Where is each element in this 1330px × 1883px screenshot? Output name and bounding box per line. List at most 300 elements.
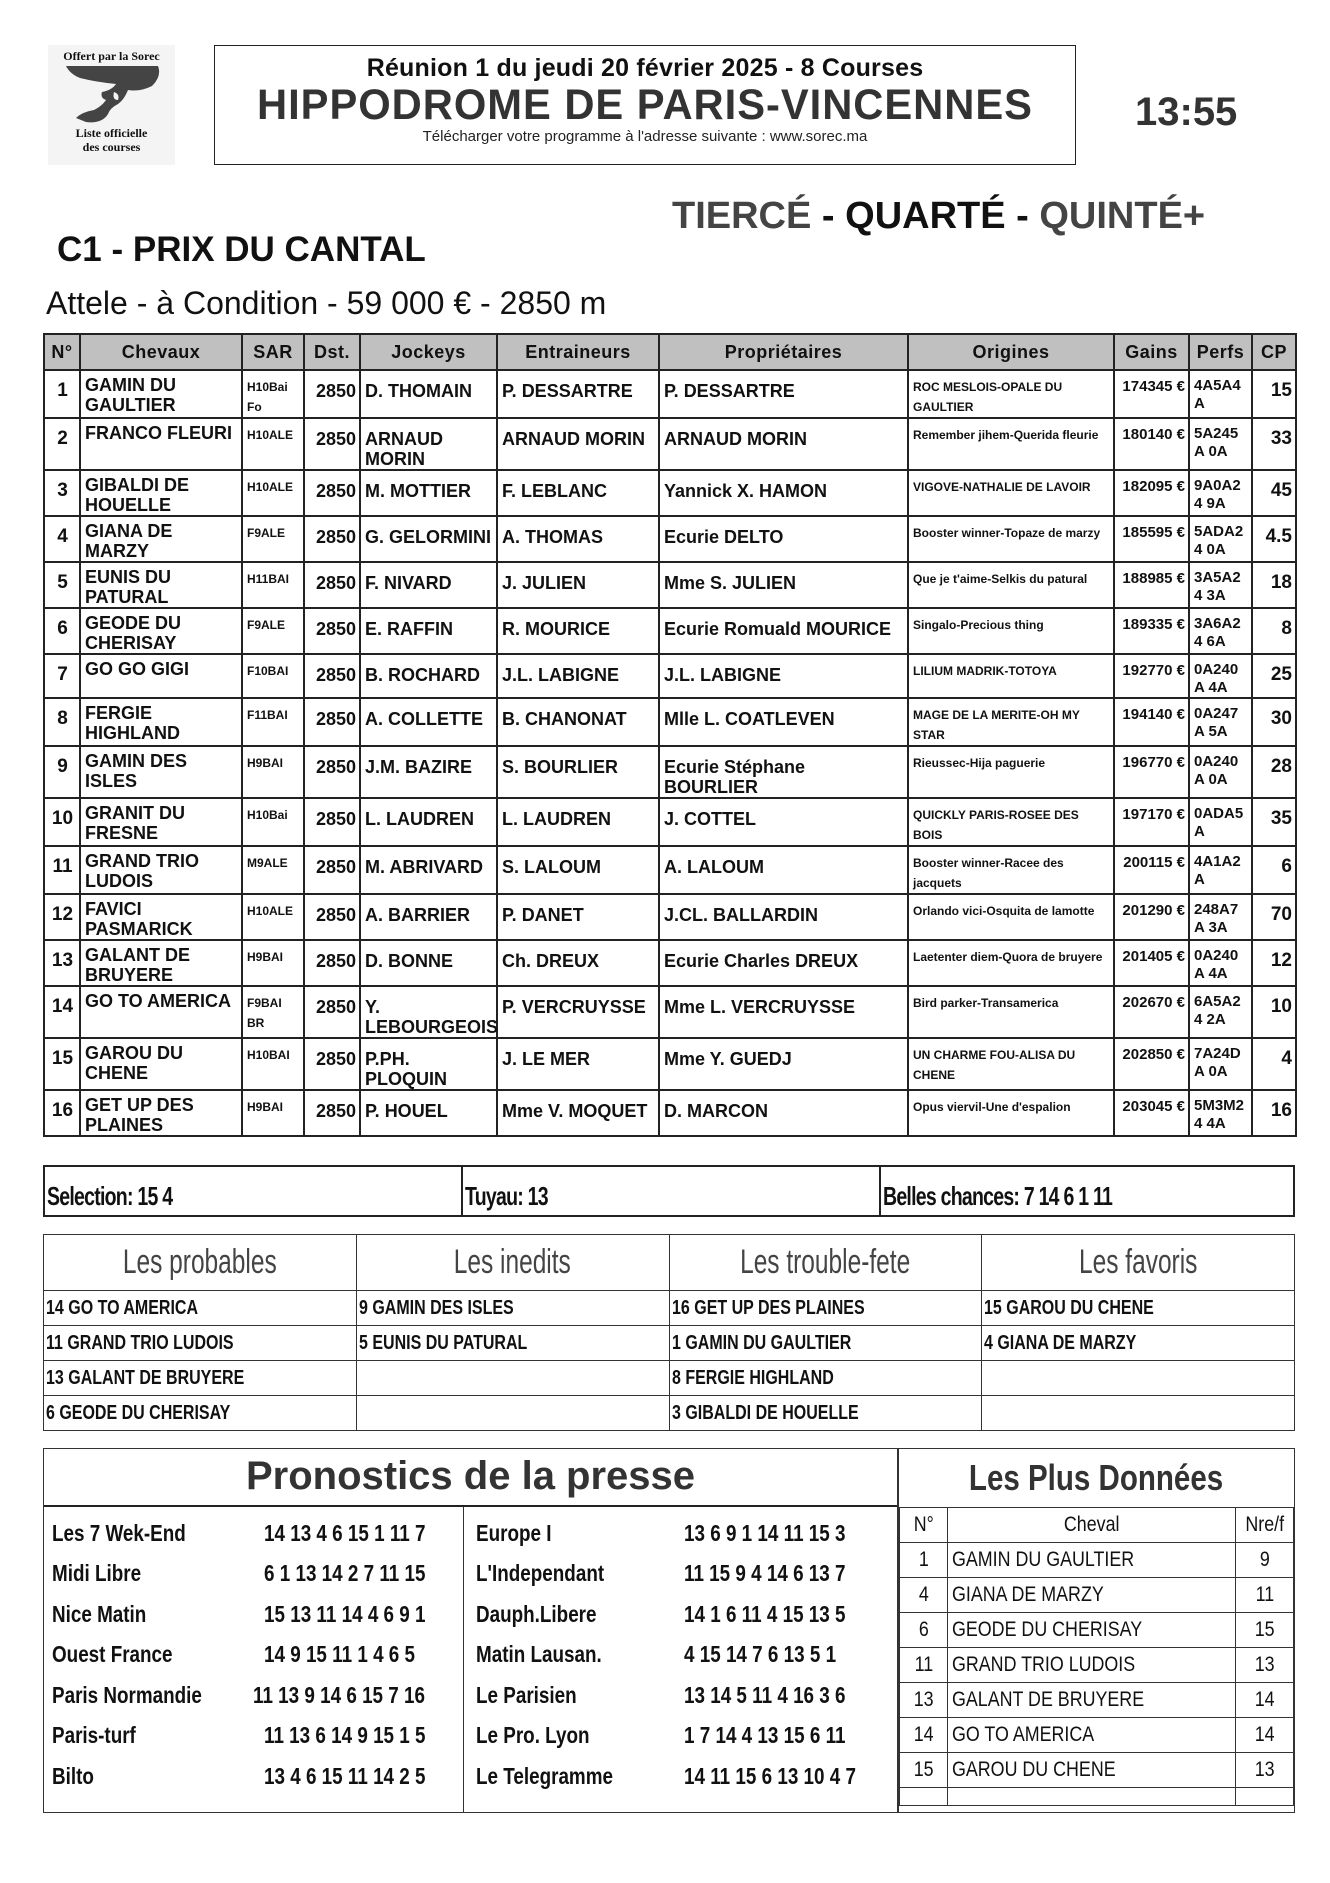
horse-name: EUNIS DU PATURAL (80, 562, 242, 608)
col-sar: SAR (242, 334, 304, 370)
owner-name: P. DESSARTRE (659, 370, 908, 418)
cat-inedits-item (356, 1361, 669, 1396)
runner-perfs: 6A5A24 2A (1189, 986, 1252, 1038)
cat-favoris-item (982, 1396, 1295, 1431)
jockey-name: M. ABRIVARD (360, 846, 497, 894)
owner-name: A. LALOUM (659, 846, 908, 894)
press-source: Le Telegramme (476, 1762, 613, 1789)
trainer-name: B. CHANONAT (497, 698, 659, 746)
press-picks: 15 13 11 14 4 6 9 1 (264, 1600, 426, 1627)
press-picks: 13 14 5 11 4 16 3 6 (684, 1681, 846, 1708)
runner-cp: 45 (1252, 470, 1296, 516)
runner-distance: 2850 (304, 798, 360, 846)
most-given-horse: GAROU DU CHENE (948, 1753, 1236, 1788)
runner-distance: 2850 (304, 370, 360, 418)
col-trainers: Entraineurs (497, 334, 659, 370)
runner-origins: Rieussec-Hija paguerie (908, 746, 1114, 798)
cat-inedits-item: 5 EUNIS DU PATURAL (356, 1326, 669, 1361)
runner-cp: 8 (1252, 608, 1296, 654)
col-jockeys: Jockeys (360, 334, 497, 370)
runner-distance: 2850 (304, 418, 360, 470)
blank-cell (900, 1788, 948, 1806)
press-picks: 13 6 9 1 14 11 15 3 (684, 1519, 846, 1546)
press-row (44, 1756, 463, 1797)
selection-box (43, 1165, 1295, 1217)
trainer-name: F. LEBLANC (497, 470, 659, 516)
cat-trouble-fete-header: Les trouble-fete (669, 1235, 982, 1291)
runner-cp: 18 (1252, 562, 1296, 608)
most-given-count: 13 (1236, 1648, 1294, 1683)
jockey-name: D. THOMAIN (360, 370, 497, 418)
cat-probables-header: Les probables (44, 1235, 357, 1291)
runner-distance: 2850 (304, 608, 360, 654)
runner-perfs: 0A240A 0A (1189, 746, 1252, 798)
runner-number: 2 (44, 418, 80, 470)
runner-sar: H10ALE (242, 894, 304, 940)
runner-cp: 12 (1252, 940, 1296, 986)
runner-number: 3 (44, 470, 80, 516)
press-source: Nice Matin (52, 1600, 147, 1627)
horse-head-icon (62, 64, 162, 126)
most-given-count: 15 (1236, 1613, 1294, 1648)
most-given-number: 11 (900, 1648, 948, 1683)
runner-sar: F9ALE (242, 608, 304, 654)
categories-table (43, 1234, 1295, 1431)
cat-favoris-header: Les favoris (982, 1235, 1295, 1291)
runner-gains: 201405 € (1114, 940, 1189, 986)
runner-origins: LILIUM MADRIK-TOTOYA (908, 654, 1114, 698)
most-given-count: 11 (1236, 1578, 1294, 1613)
trainer-name: P. VERCRUYSSE (497, 986, 659, 1038)
runner-number: 7 (44, 654, 80, 698)
press-picks: 1 7 14 4 13 15 6 11 (684, 1722, 846, 1749)
press-source: L'Independant (476, 1560, 605, 1587)
trainer-name: Mme V. MOQUET (497, 1090, 659, 1136)
owner-name: Mme L. VERCRUYSSE (659, 986, 908, 1038)
trainer-name: P. DESSARTRE (497, 370, 659, 418)
col-owners: Propriétaires (659, 334, 908, 370)
runner-perfs: 0A240A 4A (1189, 654, 1252, 698)
trainer-name: L. LAUDREN (497, 798, 659, 846)
horse-name: FERGIE HIGHLAND (80, 698, 242, 746)
categories-row (44, 1291, 1295, 1326)
jockey-name: G. GELORMINI (360, 516, 497, 562)
runner-origins: Singalo-Precious thing (908, 608, 1114, 654)
runner-distance: 2850 (304, 470, 360, 516)
tuyau-cell (463, 1167, 881, 1215)
logo-bottom-text-2: des courses (82, 140, 141, 154)
cat-trouble-fete-item: 16 GET UP DES PLAINES (669, 1291, 982, 1326)
runner-sar: H9BAI (242, 1090, 304, 1136)
owner-name: Ecurie DELTO (659, 516, 908, 562)
press-row (44, 1635, 463, 1676)
press-row (44, 1675, 463, 1716)
logo-bottom-text-1: Liste officielle (75, 126, 148, 140)
most-given-row (900, 1613, 1294, 1648)
most-given-horse: GRAND TRIO LUDOIS (948, 1648, 1236, 1683)
jockey-name: D. BONNE (360, 940, 497, 986)
runner-perfs: 4A1A2A (1189, 846, 1252, 894)
col-number: N° (44, 334, 80, 370)
runner-perfs: 4A5A4A (1189, 370, 1252, 418)
horse-name: GAMIN DES ISLES (80, 746, 242, 798)
most-given-row (900, 1578, 1294, 1613)
horse-name: GAMIN DU GAULTIER (80, 370, 242, 418)
runner-number: 8 (44, 698, 80, 746)
cat-inedits-header: Les inedits (356, 1235, 669, 1291)
runner-gains: 202850 € (1114, 1038, 1189, 1090)
runner-row (44, 698, 1296, 746)
most-given-blank-row (900, 1788, 1294, 1806)
runner-number: 1 (44, 370, 80, 418)
runner-perfs: 0ADA5A (1189, 798, 1252, 846)
horse-name: GRANIT DU FRESNE (80, 798, 242, 846)
press-column-right (464, 1507, 897, 1812)
runner-number: 5 (44, 562, 80, 608)
jockey-name: B. ROCHARD (360, 654, 497, 698)
jockey-name: M. MOTTIER (360, 470, 497, 516)
tuyau-text: Tuyau: 13 (465, 1181, 548, 1211)
press-picks: 11 13 9 14 6 15 7 16 (253, 1681, 426, 1708)
col-perfs: Perfs (1189, 334, 1252, 370)
col-gains: Gains (1114, 334, 1189, 370)
trainer-name: P. DANET (497, 894, 659, 940)
jockey-name: L. LAUDREN (360, 798, 497, 846)
press-row (464, 1716, 897, 1757)
most-given-row (900, 1543, 1294, 1578)
runner-gains: 202670 € (1114, 986, 1189, 1038)
runner-row (44, 562, 1296, 608)
categories-row (44, 1396, 1295, 1431)
runner-row (44, 418, 1296, 470)
categories-row (44, 1361, 1295, 1396)
horse-name: GAROU DU CHENE (80, 1038, 242, 1090)
categories-header-row (44, 1235, 1295, 1291)
cat-probables-item: 11 GRAND TRIO LUDOIS (44, 1326, 357, 1361)
most-given-count: 14 (1236, 1683, 1294, 1718)
runner-sar: H9BAI (242, 746, 304, 798)
runner-row (44, 516, 1296, 562)
runner-number: 11 (44, 846, 80, 894)
runner-number: 13 (44, 940, 80, 986)
runner-perfs: 3A6A24 6A (1189, 608, 1252, 654)
horse-name: FAVICI PASMARICK (80, 894, 242, 940)
runner-sar: F11BAI (242, 698, 304, 746)
owner-name: Ecurie Stéphane BOURLIER (659, 746, 908, 798)
runner-gains: 185595 € (1114, 516, 1189, 562)
bet-sep: - (811, 195, 846, 237)
cat-favoris-item (982, 1361, 1295, 1396)
cat-probables-item: 6 GEODE DU CHERISAY (44, 1396, 357, 1431)
belles-chances-cell (881, 1167, 1293, 1215)
press-picks: 14 1 6 11 4 15 13 5 (684, 1600, 846, 1627)
runner-gains: 188985 € (1114, 562, 1189, 608)
runner-distance: 2850 (304, 1038, 360, 1090)
runner-row (44, 894, 1296, 940)
most-given-number: 4 (900, 1578, 948, 1613)
race-conditions: Attele - à Condition - 59 000 € - 2850 m (46, 285, 607, 321)
runner-gains: 196770 € (1114, 746, 1189, 798)
press-picks: 11 15 9 4 14 6 13 7 (684, 1560, 846, 1587)
runner-perfs: 7A24DA 0A (1189, 1038, 1252, 1090)
runner-number: 12 (44, 894, 80, 940)
most-given-box (898, 1448, 1295, 1813)
runner-row (44, 1090, 1296, 1136)
jockey-name: F. NIVARD (360, 562, 497, 608)
runner-sar: H10Bai (242, 798, 304, 846)
most-given-count: 14 (1236, 1718, 1294, 1753)
owner-name: Mme S. JULIEN (659, 562, 908, 608)
runner-gains: 174345 € (1114, 370, 1189, 418)
most-given-row (900, 1683, 1294, 1718)
horse-name: FRANCO FLEURI (80, 418, 242, 470)
press-source: Les 7 Wek-End (52, 1519, 186, 1546)
runner-cp: 4.5 (1252, 516, 1296, 562)
press-row (44, 1554, 463, 1595)
runner-row (44, 370, 1296, 418)
runner-distance: 2850 (304, 940, 360, 986)
runner-origins: Opus viervil-Une d'espalion (908, 1090, 1114, 1136)
runner-cp: 70 (1252, 894, 1296, 940)
runner-perfs: 5ADA24 0A (1189, 516, 1252, 562)
runner-gains: 203045 € (1114, 1090, 1189, 1136)
press-source: Europe I (476, 1519, 552, 1546)
runner-origins: Orlando vici-Osquita de lamotte (908, 894, 1114, 940)
jockey-name: E. RAFFIN (360, 608, 497, 654)
trainer-name: ARNAUD MORIN (497, 418, 659, 470)
most-given-table (899, 1507, 1294, 1806)
trainer-name: J. JULIEN (497, 562, 659, 608)
runner-row (44, 846, 1296, 894)
runner-gains: 180140 € (1114, 418, 1189, 470)
press-row (464, 1594, 897, 1635)
runner-number: 6 (44, 608, 80, 654)
press-picks: 13 4 6 15 11 14 2 5 (264, 1762, 426, 1789)
most-given-number: 15 (900, 1753, 948, 1788)
jockey-name: P. HOUEL (360, 1090, 497, 1136)
runner-origins: Que je t'aime-Selkis du patural (908, 562, 1114, 608)
venue-title: HIPPODROME DE PARIS-VINCENNES (257, 81, 1033, 129)
runner-number: 15 (44, 1038, 80, 1090)
owner-name: J.CL. BALLARDIN (659, 894, 908, 940)
runner-gains: 197170 € (1114, 798, 1189, 846)
most-given-number: 6 (900, 1613, 948, 1648)
runner-gains: 189335 € (1114, 608, 1189, 654)
runner-origins: Remember jihem-Querida fleurie (908, 418, 1114, 470)
runner-distance: 2850 (304, 746, 360, 798)
cat-trouble-fete-item: 8 FERGIE HIGHLAND (669, 1361, 982, 1396)
runner-perfs: 5A245A 0A (1189, 418, 1252, 470)
runner-origins: ROC MESLOIS-OPALE DU GAULTIER (908, 370, 1114, 418)
press-source: Le Pro. Lyon (476, 1722, 590, 1749)
runner-row (44, 940, 1296, 986)
sorec-logo (48, 45, 175, 165)
press-title: Pronostics de la presse (44, 1449, 897, 1507)
runner-perfs: 0A240A 4A (1189, 940, 1252, 986)
runner-row (44, 1038, 1296, 1090)
col-number: N° (900, 1508, 948, 1543)
press-source: Le Parisien (476, 1681, 577, 1708)
runner-perfs: 0A247A 5A (1189, 698, 1252, 746)
runner-origins: VIGOVE-NATHALIE DE LAVOIR (908, 470, 1114, 516)
col-horse: Cheval (948, 1508, 1236, 1543)
press-source: Ouest France (52, 1641, 173, 1668)
runners-header-row (44, 334, 1296, 370)
owner-name: Yannick X. HAMON (659, 470, 908, 516)
owner-name: Ecurie Romuald MOURICE (659, 608, 908, 654)
jockey-name: Y. LEBOURGEOIS (360, 986, 497, 1038)
most-given-horse: GEODE DU CHERISAY (948, 1613, 1236, 1648)
cat-inedits-item: 9 GAMIN DES ISLES (356, 1291, 669, 1326)
runner-gains: 200115 € (1114, 846, 1189, 894)
runner-sar: M9ALE (242, 846, 304, 894)
owner-name: Mme Y. GUEDJ (659, 1038, 908, 1090)
race-title: C1 - PRIX DU CANTAL (57, 230, 426, 269)
meeting-info: Réunion 1 du jeudi 20 février 2025 - 8 Courses (366, 54, 924, 82)
runner-distance: 2850 (304, 698, 360, 746)
runner-cp: 35 (1252, 798, 1296, 846)
most-given-row (900, 1648, 1294, 1683)
runner-cp: 25 (1252, 654, 1296, 698)
most-given-horse: GO TO AMERICA (948, 1718, 1236, 1753)
jockey-name: A. COLLETTE (360, 698, 497, 746)
cat-probables-item: 13 GALANT DE BRUYERE (44, 1361, 357, 1396)
col-distance: Dst. (304, 334, 360, 370)
runner-sar: H10ALE (242, 470, 304, 516)
blank-cell (948, 1788, 1236, 1806)
trainer-name: J. LE MER (497, 1038, 659, 1090)
runner-distance: 2850 (304, 986, 360, 1038)
most-given-horse: GALANT DE BRUYERE (948, 1683, 1236, 1718)
runner-sar: H11BAI (242, 562, 304, 608)
runner-number: 14 (44, 986, 80, 1038)
cat-trouble-fete-item: 1 GAMIN DU GAULTIER (669, 1326, 982, 1361)
most-given-row (900, 1753, 1294, 1788)
press-picks: 6 1 13 14 2 7 11 15 (264, 1560, 426, 1587)
bet-sep: - (1005, 195, 1040, 237)
press-picks: 4 15 14 7 6 13 5 1 (684, 1641, 837, 1668)
jockey-name: ARNAUD MORIN (360, 418, 497, 470)
most-given-number: 13 (900, 1683, 948, 1718)
most-given-horse: GAMIN DU GAULTIER (948, 1543, 1236, 1578)
most-given-count: 9 (1236, 1543, 1294, 1578)
most-given-row (900, 1718, 1294, 1753)
most-given-number: 1 (900, 1543, 948, 1578)
cat-probables-item: 14 GO TO AMERICA (44, 1291, 357, 1326)
runner-cp: 16 (1252, 1090, 1296, 1136)
runner-distance: 2850 (304, 846, 360, 894)
runner-gains: 182095 € (1114, 470, 1189, 516)
runner-row (44, 798, 1296, 846)
runner-cp: 10 (1252, 986, 1296, 1038)
horse-name: GO TO AMERICA (80, 986, 242, 1038)
press-row (44, 1716, 463, 1757)
trainer-name: S. LALOUM (497, 846, 659, 894)
runner-distance: 2850 (304, 562, 360, 608)
runner-sar: F9BAI BR (242, 986, 304, 1038)
runner-origins: Booster winner-Topaze de marzy (908, 516, 1114, 562)
runner-perfs: 9A0A24 9A (1189, 470, 1252, 516)
runner-distance: 2850 (304, 1090, 360, 1136)
runner-sar: F9ALE (242, 516, 304, 562)
press-column-left (44, 1507, 464, 1812)
press-row (44, 1594, 463, 1635)
press-row (464, 1675, 897, 1716)
runner-distance: 2850 (304, 894, 360, 940)
press-picks: 14 9 15 11 1 4 6 5 (264, 1641, 416, 1668)
most-given-number: 14 (900, 1718, 948, 1753)
press-source: Dauph.Libere (476, 1600, 597, 1627)
owner-name: ARNAUD MORIN (659, 418, 908, 470)
runner-origins: UN CHARME FOU-ALISA DU CHENE (908, 1038, 1114, 1090)
col-origins: Origines (908, 334, 1114, 370)
runner-perfs: 5M3M24 4A (1189, 1090, 1252, 1136)
runner-row (44, 654, 1296, 698)
bet-quinte: QUINTÉ+ (1039, 195, 1206, 237)
belles-chances-text: Belles chances: 7 14 6 1 11 (883, 1181, 1113, 1211)
runner-row (44, 746, 1296, 798)
bet-quarte: QUARTÉ (845, 195, 1006, 237)
runner-origins: Laetenter diem-Quora de bruyere (908, 940, 1114, 986)
runner-perfs: 248A7A 3A (1189, 894, 1252, 940)
runner-number: 16 (44, 1090, 80, 1136)
runner-sar: H10BAI (242, 1038, 304, 1090)
runner-sar: F10BAI (242, 654, 304, 698)
runner-origins: Booster winner-Racee des jacquets (908, 846, 1114, 894)
horse-name: GRAND TRIO LUDOIS (80, 846, 242, 894)
press-row (464, 1756, 897, 1797)
bet-types (672, 195, 1205, 238)
press-source: Bilto (52, 1762, 94, 1789)
runner-distance: 2850 (304, 516, 360, 562)
runner-gains: 194140 € (1114, 698, 1189, 746)
press-source: Paris Normandie (52, 1681, 202, 1708)
bet-tierce: TIERCÉ (672, 195, 812, 237)
runner-cp: 28 (1252, 746, 1296, 798)
press-row (464, 1513, 897, 1554)
runner-row (44, 608, 1296, 654)
runner-number: 9 (44, 746, 80, 798)
col-cp: CP (1252, 334, 1296, 370)
horse-name: GALANT DE BRUYERE (80, 940, 242, 986)
horse-name: GEODE DU CHERISAY (80, 608, 242, 654)
runner-origins: Bird parker-Transamerica (908, 986, 1114, 1038)
blank-cell (1236, 1788, 1294, 1806)
press-row (464, 1554, 897, 1595)
runner-cp: 6 (1252, 846, 1296, 894)
horse-name: GET UP DES PLAINES (80, 1090, 242, 1136)
press-predictions (43, 1448, 898, 1813)
cat-inedits-item (356, 1396, 669, 1431)
categories-row (44, 1326, 1295, 1361)
runner-number: 4 (44, 516, 80, 562)
cat-favoris-item: 4 GIANA DE MARZY (982, 1326, 1295, 1361)
runner-row (44, 470, 1296, 516)
jockey-name: A. BARRIER (360, 894, 497, 940)
horse-name: GIBALDI DE HOUELLE (80, 470, 242, 516)
most-given-horse: GIANA DE MARZY (948, 1578, 1236, 1613)
runner-origins: QUICKLY PARIS-ROSEE DES BOIS (908, 798, 1114, 846)
runners-table (43, 333, 1297, 1137)
owner-name: Mlle L. COATLEVEN (659, 698, 908, 746)
runner-cp: 30 (1252, 698, 1296, 746)
press-picks: 14 13 4 6 15 1 11 7 (264, 1519, 426, 1546)
cat-favoris-item: 15 GAROU DU CHENE (982, 1291, 1295, 1326)
most-given-title: Les Plus Données (969, 1457, 1224, 1498)
trainer-name: Ch. DREUX (497, 940, 659, 986)
most-given-count: 13 (1236, 1753, 1294, 1788)
trainer-name: J.L. LABIGNE (497, 654, 659, 698)
